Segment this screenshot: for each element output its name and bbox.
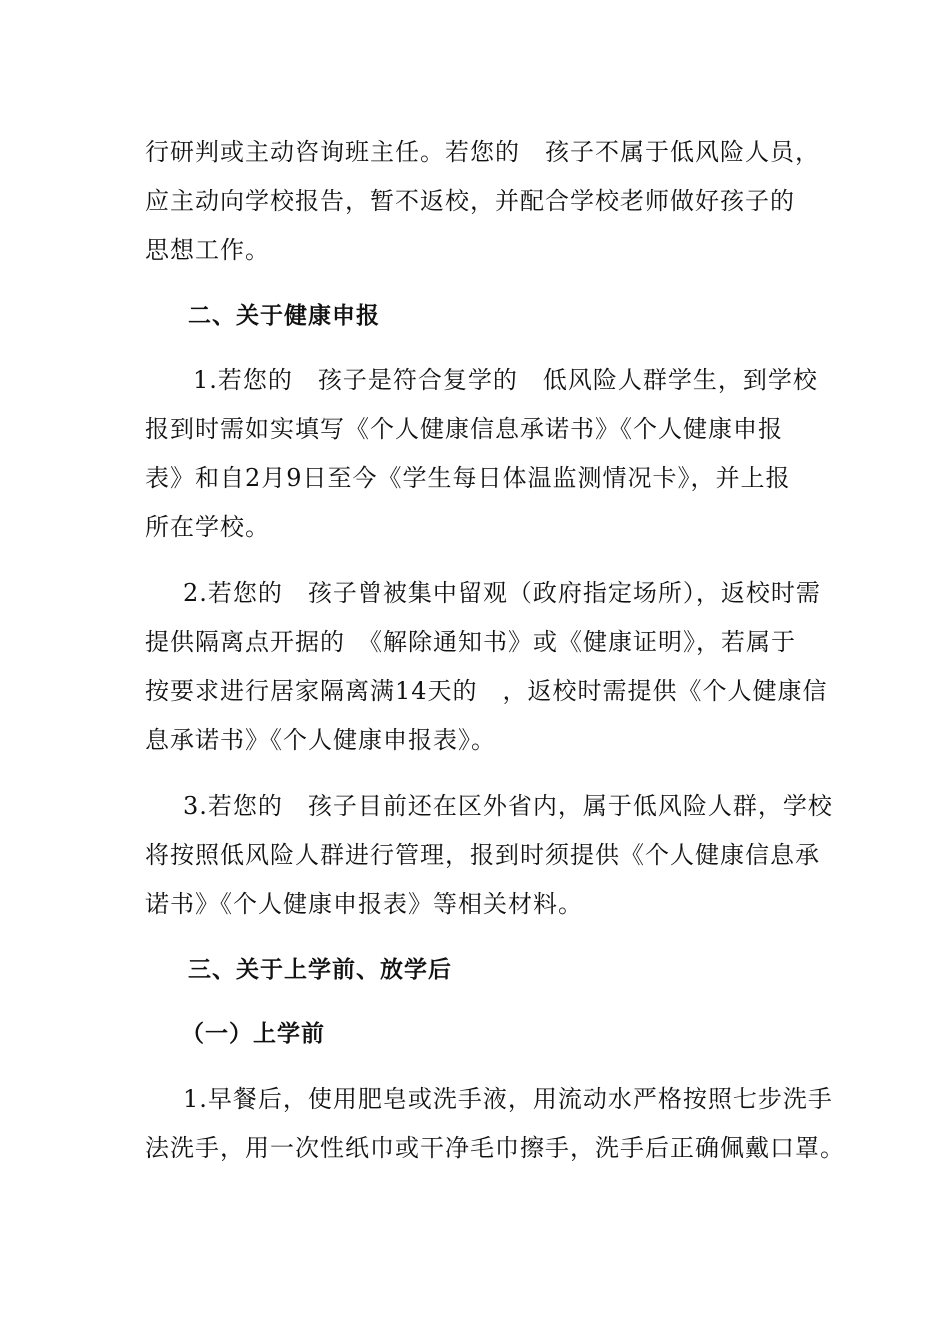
section-heading: 二、关于健康申报: [188, 303, 380, 329]
paragraph-line: 法洗手，用一次性纸巾或干净毛巾擦手，洗手后正确佩戴口罩。: [145, 1134, 845, 1162]
paragraph-line: 应主动向学校报告，暂不返校，并配合学校老师做好孩子的: [145, 187, 795, 215]
paragraph-line: 1.若您的 孩子是符合复学的 低风险人群学生，到学校: [193, 366, 818, 394]
paragraph-line: 1.早餐后，使用肥皂或洗手液，用流动水严格按照七步洗手: [183, 1085, 833, 1113]
paragraph-line: 息承诺书》《个人健康申报表》。: [145, 726, 496, 754]
paragraph-line: 表》和自2月9日至今《学生每日体温监测情况卡》，并上报: [145, 464, 791, 492]
paragraph-line: 按要求进行居家隔离满14天的 ，返校时需提供《个人健康信: [145, 677, 828, 705]
paragraph-line: 提供隔离点开据的 《解除通知书》或《健康证明》，若属于: [145, 628, 796, 656]
paragraph-line: 2.若您的 孩子曾被集中留观（政府指定场所），返校时需: [183, 579, 821, 607]
paragraph-line: 所在学校。: [145, 513, 270, 541]
paragraph-line: 报到时需如实填写《个人健康信息承诺书》《个人健康申报: [145, 415, 783, 443]
section-heading: 三、关于上学前、放学后: [188, 957, 452, 983]
paragraph-line: 思想工作。: [145, 236, 270, 264]
subsection-heading: （一）上学前: [181, 1021, 325, 1047]
paragraph-line: 3.若您的 孩子目前还在区外省内，属于低风险人群，学校: [183, 792, 833, 820]
paragraph-line: 行研判或主动咨询班主任。若您的 孩子不属于低风险人员，: [145, 138, 820, 166]
paragraph-line: 诺书》《个人健康申报表》等相关材料。: [145, 890, 583, 918]
paragraph-line: 将按照低风险人群进行管理，报到时须提供《个人健康信息承: [145, 841, 820, 869]
